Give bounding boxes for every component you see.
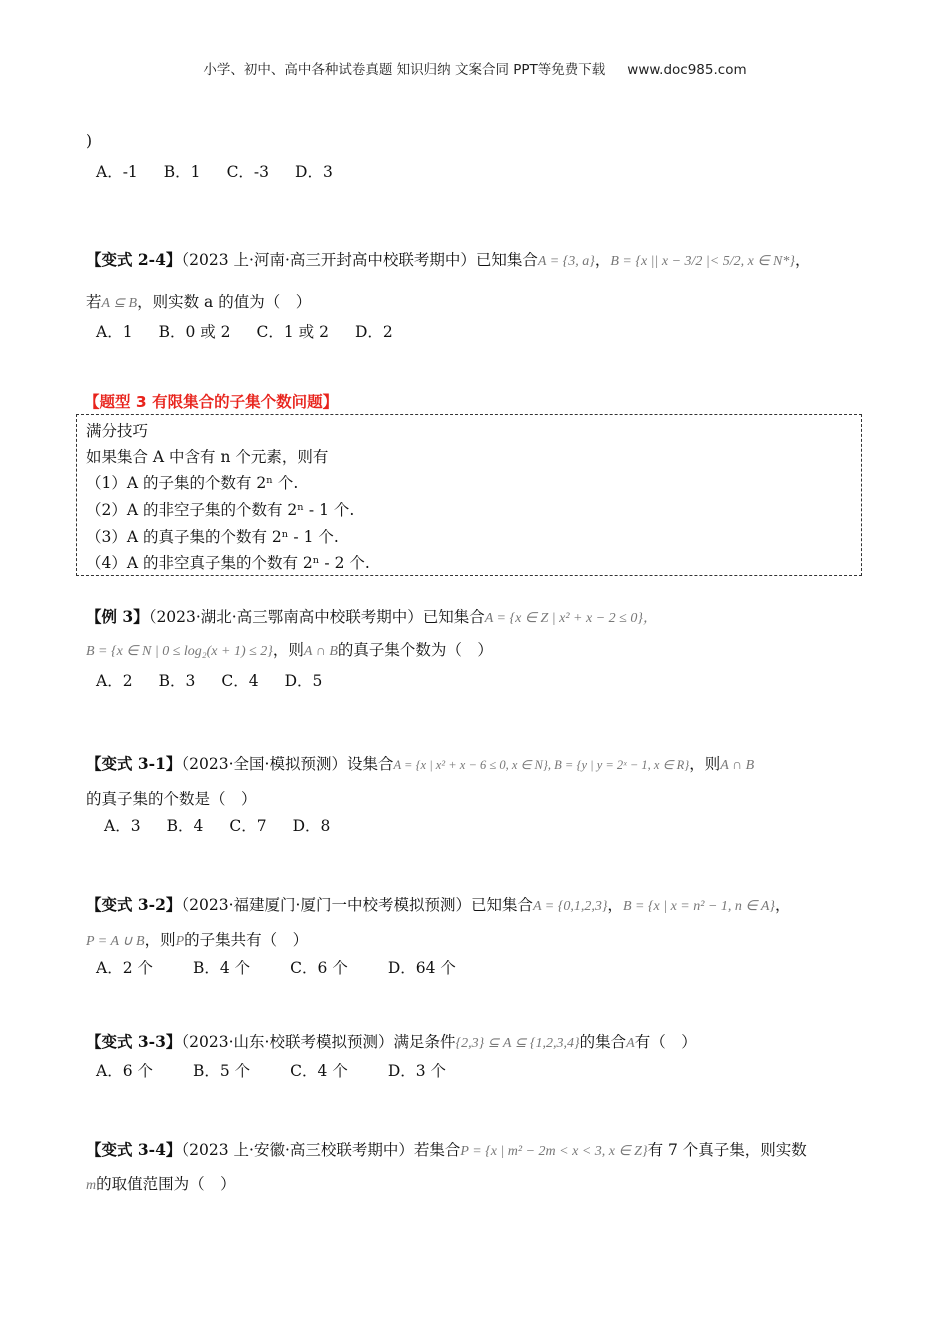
intersection: A ∩ B (720, 758, 755, 773)
comma: ， (794, 251, 811, 269)
option-a: A．2 (96, 672, 133, 690)
option-a: A．-1 (96, 163, 138, 181)
option-b: B．5 个 (192, 1062, 251, 1080)
option-b: B．3 (158, 672, 196, 690)
option-a: A．2 个 (96, 959, 153, 977)
question-text: ，则实数 a 的值为（ ） (137, 293, 312, 311)
question-v3-2 (86, 893, 791, 915)
text: ，则 (689, 755, 721, 773)
prev-options (96, 160, 359, 182)
condition: {2,3} ⊆ A ⊆ {1,2,3,4} (455, 1036, 580, 1051)
v2-4-options (96, 320, 419, 342)
tip-line: （1）A 的子集的个数有 2ⁿ 个. (86, 474, 299, 492)
option-b: B．1 (163, 163, 201, 181)
option-b: B．4 (166, 817, 204, 835)
question-tag: 【变式 3-3】 (86, 1032, 182, 1051)
question-text: 有（ ） (634, 1033, 697, 1051)
comma: ， (594, 251, 611, 269)
set-p: P = A ∪ B (86, 934, 145, 949)
v3-1-options (104, 814, 356, 836)
question-text: 的取值范围为（ ） (96, 1175, 236, 1193)
option-c: C．6 个 (290, 959, 348, 977)
tip-line: （4）A 的非空真子集的个数有 2ⁿ - 2 个. (86, 554, 370, 572)
question-tag: 【变式 3-2】 (86, 895, 182, 914)
option-c: C．7 (229, 817, 267, 835)
text: ，则 (144, 931, 176, 949)
question-source: （2023·福建厦门·厦门一中校考模拟预测）已知集合 (181, 896, 533, 914)
option-a: A．1 (96, 323, 133, 341)
comma: ， (607, 896, 623, 914)
question-text: 的真子集个数为（ ） (337, 641, 493, 659)
prefix: 若 (86, 293, 102, 311)
condition: A ⊆ B (101, 296, 138, 311)
option-b: B．0 或 2 (158, 323, 231, 341)
question-v3-1 (86, 752, 754, 774)
header-site: www.doc985.com (627, 62, 747, 78)
text: ，则 (272, 641, 304, 659)
question-ex3 (86, 605, 657, 627)
question-source: （2023·山东·校联考模拟预测）满足条件 (181, 1033, 456, 1051)
option-d: D．5 (284, 672, 323, 690)
question-tag: 【变式 2-4】 (86, 250, 182, 269)
question-v3-4-line2 (86, 1172, 236, 1194)
set-a: A = {0,1,2,3} (532, 899, 608, 914)
option-d: D．3 个 (387, 1062, 447, 1080)
text: 的集合 (579, 1033, 627, 1051)
question-source: （2023·全国·模拟预测）设集合 (181, 755, 394, 773)
option-a: A．3 (104, 817, 141, 835)
set-b: B = {x ∈ N | 0 ≤ log₂(x + 1) ≤ 2} (86, 644, 273, 659)
question-text: 的子集共有（ ） (184, 931, 309, 949)
question-source: （2023 上·安徽·高三校联考期中）若集合 (181, 1141, 461, 1159)
question-v2-4-line2 (86, 290, 311, 312)
set-b: B = {x | x = n² − 1, n ∈ A} (622, 899, 775, 914)
question-source: （2023·湖北·高三鄂南高中校联考期中）已知集合 (148, 608, 485, 626)
question-tag: 【例 3】 (86, 607, 149, 626)
option-c: C．1 或 2 (256, 323, 329, 341)
question-tag: 【变式 3-4】 (86, 1140, 182, 1159)
option-c: C．4 (221, 672, 259, 690)
question-tag: 【变式 3-1】 (86, 754, 182, 773)
option-d: D．64 个 (387, 959, 456, 977)
option-c: C．-3 (226, 163, 270, 181)
tip-line: （2）A 的非空子集的个数有 2ⁿ - 1 个. (86, 501, 355, 519)
v3-2-options (96, 956, 482, 978)
question-v3-1-line2: 的真子集的个数是（ ） (86, 790, 257, 808)
section-title: 【题型 3 有限集合的子集个数问题】 (84, 393, 339, 411)
set-a: A = {3, a} (537, 254, 595, 269)
header-text: 小学、初中、高中各种试卷真题 知识归纳 文案合同 PPT等免费下载 (203, 62, 606, 78)
option-a: A．6 个 (96, 1062, 153, 1080)
var-a: A (626, 1036, 635, 1051)
var-p: P (175, 934, 185, 949)
intersection: A ∩ B (303, 644, 338, 659)
option-d: D．3 (295, 163, 333, 181)
tip-title: 满分技巧 (86, 422, 149, 440)
var-m: m (86, 1178, 97, 1193)
sets: A = {x | x² + x − 6 ≤ 0, x ∈ N}, B = {y | y = 2ˣ − 1, x ∈ R} (393, 758, 690, 772)
option-b: B．4 个 (192, 959, 251, 977)
page-header (0, 58, 950, 78)
question-ex3-line2 (86, 638, 493, 660)
set-b: B = {x || x − 3/2 |< 5/2, x ∈ N*} (610, 254, 795, 269)
set-a: A = {x ∈ Z | x² + x − 2 ≤ 0}， (484, 611, 657, 626)
prev-close-paren: ) (86, 132, 93, 150)
option-d: D．2 (354, 323, 393, 341)
option-d: D．8 (292, 817, 331, 835)
set-p: P = {x | m² − 2m < x < 3, x ∈ Z} (460, 1144, 648, 1159)
question-v3-3 (86, 1030, 697, 1052)
ex3-options (96, 669, 348, 691)
question-text: 有 7 个真子集，则实数 (647, 1141, 807, 1159)
tip-line: （3）A 的真子集的个数有 2ⁿ - 1 个. (86, 528, 339, 546)
option-c: C．4 个 (290, 1062, 348, 1080)
v3-3-options (96, 1059, 472, 1081)
comma: ， (775, 896, 791, 914)
question-v3-2-line2 (86, 928, 308, 950)
tip-line: 如果集合 A 中含有 n 个元素，则有 (86, 448, 329, 466)
question-v3-4 (86, 1138, 807, 1160)
question-v2-4 (86, 248, 810, 270)
question-source: （2023 上·河南·高三开封高中校联考期中）已知集合 (181, 251, 538, 269)
